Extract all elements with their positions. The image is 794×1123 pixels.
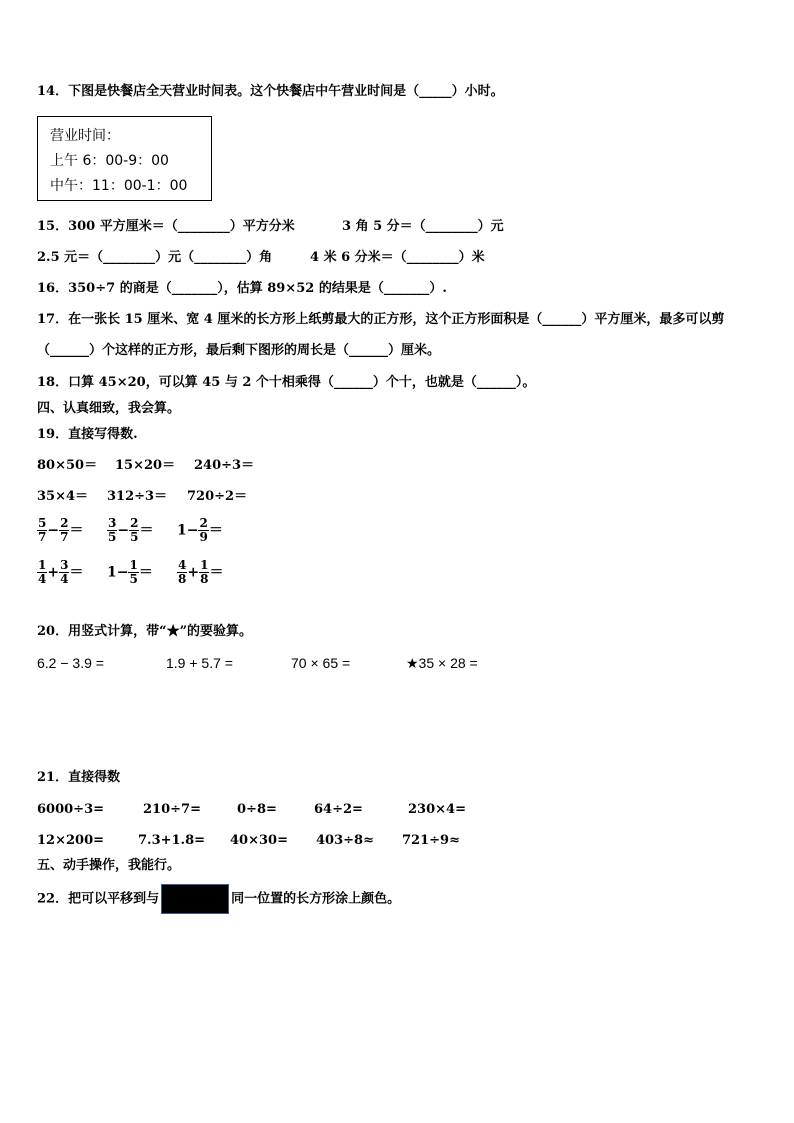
- business-hours-title: 营业时间：: [50, 128, 120, 144]
- q21-row1-item-5: 230×4=: [408, 802, 466, 817]
- q19-row1-item-2: 15×20＝: [115, 458, 176, 473]
- q21-row2-item-1: 12×200=: [37, 833, 105, 848]
- q19-row1-item-1: 80×50＝: [37, 458, 98, 473]
- section-4-title: 四、认真细致，我会算。: [37, 401, 181, 416]
- question-20-title: 20．用竖式计算，带“★”的要验算。: [37, 624, 253, 639]
- q19-row2-item-3: 720÷2＝: [187, 489, 248, 504]
- question-22-after: 同一位置的长方形涂上颜色。: [231, 891, 401, 907]
- q20-item-4: ★35 × 28 =: [406, 655, 478, 671]
- q19-row2-item-2: 312÷3＝: [107, 489, 168, 504]
- question-22-before: 22．把可以平移到与: [37, 891, 160, 907]
- q19-row2-item-1: 35×4＝: [37, 489, 89, 504]
- q19-frac-b: $\frac{3}{5}$ − $\frac{2}{5}$ ＝: [108, 516, 154, 544]
- q21-row1-item-3: 0÷8=: [237, 802, 277, 817]
- question-15-line1-b: 3 角 5 分＝（________）元: [342, 219, 504, 234]
- question-16: 16．350÷7 的商是（_______），估算 89×52 的结果是（_______）.: [37, 281, 447, 296]
- question-15-line1-a: 15．300 平方厘米＝（________）平方分米: [37, 219, 295, 234]
- q21-row2-item-5: 721÷9≈: [402, 833, 460, 848]
- q19-frac-f: $\frac{4}{8}$ + $\frac{1}{8}$ ＝: [178, 558, 224, 586]
- question-18: 18．口算 45×20，可以算 45 与 2 个十相乘得（______）个十，也就是（______）。: [37, 375, 536, 390]
- q19-frac-a: $\frac{5}{7}$ − $\frac{2}{7}$ ＝: [38, 516, 84, 544]
- question-14: 14．下图是快餐店全天营业时间表。这个快餐店中午营业时间是（_____）小时。: [37, 84, 504, 99]
- q21-row1-item-2: 210÷7=: [143, 802, 201, 817]
- question-19-title: 19．直接写得数.: [37, 427, 138, 442]
- q19-row1-item-3: 240÷3＝: [194, 458, 255, 473]
- question-17-line1: 17．在一张长 15 厘米、宽 4 厘米的长方形上纸剪最大的正方形，这个正方形面积是（______）平方厘米，最多可以剪: [37, 312, 725, 327]
- q19-frac-d: $\frac{1}{4}$ + $\frac{3}{4}$ ＝: [38, 558, 84, 586]
- q20-item-3: 70 × 65 =: [291, 655, 351, 671]
- section-5-title: 五、动手操作，我能行。: [37, 858, 181, 873]
- q19-frac-c: 1− $\frac{2}{9}$ ＝: [177, 516, 223, 544]
- business-hours-noon: 中午：11：00-1：00: [50, 178, 188, 194]
- reference-rectangle: [161, 884, 229, 914]
- business-hours-morning: 上午 6：00-9：00: [50, 153, 169, 169]
- question-17-line2: （______）个这样的正方形，最后剩下图形的周长是（______）厘米。: [37, 343, 441, 358]
- question-22: [37, 884, 400, 914]
- q21-row2-item-2: 7.3+1.8=: [138, 833, 206, 848]
- q20-item-2: 1.9 + 5.7 =: [166, 655, 233, 671]
- question-15-line2-b: 4 米 6 分米＝（________）米: [310, 250, 485, 265]
- question-15-line2-a: 2.5 元＝（________）元（________）角: [37, 250, 273, 265]
- q21-row2-item-3: 40×30=: [230, 833, 288, 848]
- question-21-title: 21．直接得数: [37, 770, 121, 785]
- q21-row2-item-4: 403÷8≈: [316, 833, 374, 848]
- q21-row1-item-1: 6000÷3=: [37, 802, 105, 817]
- q19-frac-e: 1− $\frac{1}{5}$ ＝: [107, 558, 153, 586]
- q21-row1-item-4: 64÷2=: [314, 802, 363, 817]
- q20-item-1: 6.2 − 3.9 =: [37, 655, 104, 671]
- business-hours-box: [37, 116, 212, 201]
